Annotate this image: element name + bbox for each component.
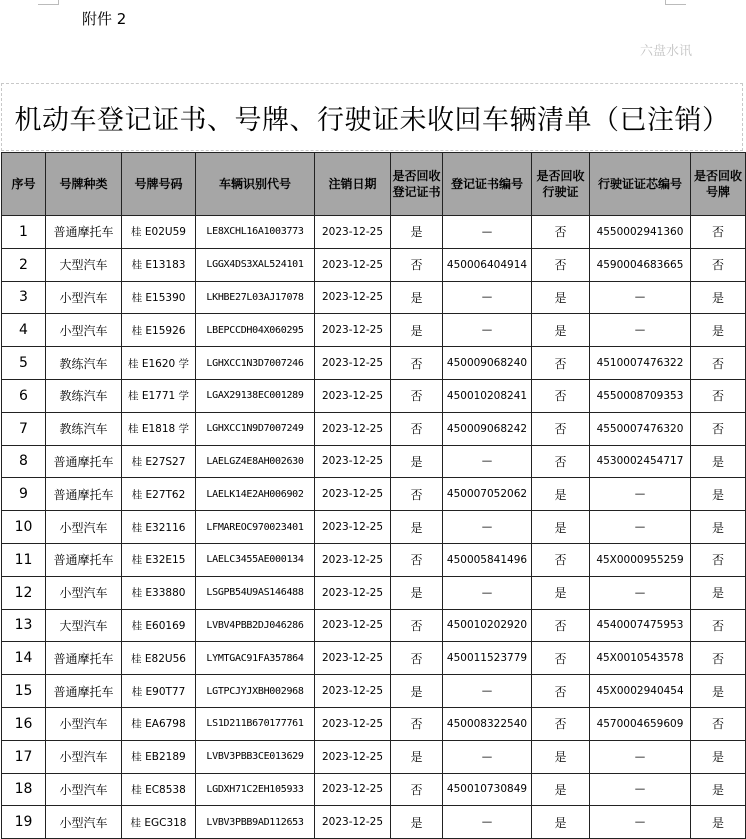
cell-plate-returned: 是 [691, 806, 746, 839]
cell-cancel-date: 2023-12-25 [315, 773, 391, 806]
cell-index: 6 [2, 379, 46, 412]
cell-plate-number: 桂 E13183 [122, 248, 196, 281]
cell-cancel-date: 2023-12-25 [315, 642, 391, 675]
cell-index: 13 [2, 609, 46, 642]
table-row [2, 609, 746, 642]
cell-license-chip-number: 4590004683665 [590, 248, 691, 281]
cell-license-returned: 是 [532, 740, 590, 773]
cell-vin: LBEPCCDH04X060295 [196, 314, 315, 347]
cell-license-returned: 否 [532, 675, 590, 708]
cell-vin: LGHXCC1N3D7007246 [196, 347, 315, 380]
cell-plate-type: 普通摩托车 [46, 445, 122, 478]
table-row [2, 445, 746, 478]
cell-plate-returned: 是 [691, 478, 746, 511]
cell-index: 19 [2, 806, 46, 839]
cell-license-returned: 否 [532, 543, 590, 576]
cell-vin: LS1D211B670177761 [196, 707, 315, 740]
cell-reg-cert-number: 450007052062 [443, 478, 532, 511]
header-col-reg-cert-number: 登记证书编号 [443, 153, 532, 216]
vehicle-list-table [1, 152, 746, 839]
cell-index: 15 [2, 675, 46, 708]
cell-cancel-date: 2023-12-25 [315, 511, 391, 544]
cell-cancel-date: 2023-12-25 [315, 740, 391, 773]
cell-plate-type: 教练汽车 [46, 379, 122, 412]
cell-license-returned: 否 [532, 642, 590, 675]
header-col-license-chip-number: 行驶证证芯编号 [590, 153, 691, 216]
cell-index: 12 [2, 576, 46, 609]
cell-license-returned: 否 [532, 379, 590, 412]
cell-license-chip-number: 4540007475953 [590, 609, 691, 642]
cell-plate-returned: 否 [691, 642, 746, 675]
cell-license-chip-number: — [590, 773, 691, 806]
cell-plate-type: 普通摩托车 [46, 642, 122, 675]
header-col-reg-cert-returned: 是否回收登记证书 [391, 153, 443, 216]
table-row [2, 314, 746, 347]
table-row [2, 347, 746, 380]
cell-license-returned: 是 [532, 478, 590, 511]
cell-license-chip-number: — [590, 576, 691, 609]
cell-cancel-date: 2023-12-25 [315, 707, 391, 740]
header-col-cancel-date: 注销日期 [315, 153, 391, 216]
cell-plate-number: 桂 EB2189 [122, 740, 196, 773]
table-row [2, 806, 746, 839]
cell-reg-cert-returned: 是 [391, 511, 443, 544]
cell-vin: LFMAREOC970023401 [196, 511, 315, 544]
table-row [2, 773, 746, 806]
cell-license-returned: 是 [532, 576, 590, 609]
cell-index: 17 [2, 740, 46, 773]
page-corner-mark-right [665, 0, 686, 5]
cell-cancel-date: 2023-12-25 [315, 216, 391, 249]
cell-plate-number: 桂 E90T77 [122, 675, 196, 708]
table-row [2, 412, 746, 445]
cell-index: 4 [2, 314, 46, 347]
title-box [1, 83, 743, 151]
cell-vin: LVBV3PBB3CE013629 [196, 740, 315, 773]
cell-plate-type: 普通摩托车 [46, 216, 122, 249]
cell-vin: LVBV3PBB9AD112653 [196, 806, 315, 839]
cell-plate-number: 桂 E1620 学 [122, 347, 196, 380]
cell-license-returned: 否 [532, 216, 590, 249]
cell-index: 16 [2, 707, 46, 740]
cell-license-chip-number: 4510007476322 [590, 347, 691, 380]
table-row [2, 642, 746, 675]
cell-license-chip-number: — [590, 511, 691, 544]
table-row [2, 281, 746, 314]
table-header-row [2, 153, 746, 216]
cell-vin: LGTPCJYJXBH002968 [196, 675, 315, 708]
cell-license-returned: 是 [532, 773, 590, 806]
cell-plate-returned: 是 [691, 675, 746, 708]
cell-plate-number: 桂 E60169 [122, 609, 196, 642]
cell-index: 18 [2, 773, 46, 806]
cell-index: 5 [2, 347, 46, 380]
cell-reg-cert-number: 450010202920 [443, 609, 532, 642]
cell-license-returned: 是 [532, 281, 590, 314]
cell-reg-cert-number: 450011523779 [443, 642, 532, 675]
cell-index: 10 [2, 511, 46, 544]
cell-plate-number: 桂 E02U59 [122, 216, 196, 249]
cell-cancel-date: 2023-12-25 [315, 379, 391, 412]
table-row [2, 543, 746, 576]
cell-vin: LGGX4DS3XAL524101 [196, 248, 315, 281]
cell-reg-cert-number: — [443, 740, 532, 773]
cell-license-chip-number: 4550007476320 [590, 412, 691, 445]
cell-plate-type: 小型汽车 [46, 511, 122, 544]
cell-index: 14 [2, 642, 46, 675]
cell-cancel-date: 2023-12-25 [315, 478, 391, 511]
cell-index: 11 [2, 543, 46, 576]
cell-index: 8 [2, 445, 46, 478]
cell-license-chip-number: 4550002941360 [590, 216, 691, 249]
cell-reg-cert-returned: 是 [391, 740, 443, 773]
cell-reg-cert-number: 450005841496 [443, 543, 532, 576]
cell-cancel-date: 2023-12-25 [315, 314, 391, 347]
cell-reg-cert-returned: 否 [391, 478, 443, 511]
cell-reg-cert-number: 450006404914 [443, 248, 532, 281]
cell-plate-number: 桂 E27S27 [122, 445, 196, 478]
cell-plate-type: 小型汽车 [46, 740, 122, 773]
cell-cancel-date: 2023-12-25 [315, 281, 391, 314]
cell-license-returned: 否 [532, 248, 590, 281]
header-col-license-returned: 是否回收行驶证 [532, 153, 590, 216]
cell-reg-cert-returned: 否 [391, 642, 443, 675]
cell-plate-number: 桂 E32116 [122, 511, 196, 544]
cell-reg-cert-returned: 是 [391, 445, 443, 478]
cell-plate-returned: 是 [691, 314, 746, 347]
cell-license-chip-number: 4570004659609 [590, 707, 691, 740]
cell-license-chip-number: — [590, 478, 691, 511]
cell-cancel-date: 2023-12-25 [315, 543, 391, 576]
header-col-vin: 车辆识别代号 [196, 153, 315, 216]
cell-reg-cert-number: 450010208241 [443, 379, 532, 412]
cell-plate-returned: 否 [691, 216, 746, 249]
cell-vin: LSGPB54U9AS146488 [196, 576, 315, 609]
cell-plate-number: 桂 E27T62 [122, 478, 196, 511]
cell-reg-cert-number: — [443, 806, 532, 839]
cell-plate-type: 普通摩托车 [46, 478, 122, 511]
cell-reg-cert-number: — [443, 445, 532, 478]
cell-plate-type: 小型汽车 [46, 281, 122, 314]
cell-reg-cert-number: 450009068240 [443, 347, 532, 380]
cell-index: 1 [2, 216, 46, 249]
cell-plate-returned: 是 [691, 511, 746, 544]
watermark: 六盘水讯 [640, 44, 693, 59]
cell-cancel-date: 2023-12-25 [315, 347, 391, 380]
cell-vin: LAELGZ4E8AH002630 [196, 445, 315, 478]
page-corner-mark-left [38, 0, 59, 5]
cell-reg-cert-returned: 是 [391, 576, 443, 609]
cell-reg-cert-returned: 是 [391, 216, 443, 249]
cell-cancel-date: 2023-12-25 [315, 609, 391, 642]
cell-reg-cert-number: — [443, 511, 532, 544]
cell-plate-returned: 否 [691, 248, 746, 281]
cell-plate-type: 教练汽车 [46, 347, 122, 380]
cell-plate-returned: 是 [691, 773, 746, 806]
cell-reg-cert-number: — [443, 281, 532, 314]
cell-plate-returned: 是 [691, 740, 746, 773]
cell-vin: LGAX29138EC001289 [196, 379, 315, 412]
table-row [2, 511, 746, 544]
cell-plate-type: 教练汽车 [46, 412, 122, 445]
table-row [2, 740, 746, 773]
cell-plate-number: 桂 EA6798 [122, 707, 196, 740]
cell-reg-cert-returned: 否 [391, 412, 443, 445]
cell-reg-cert-returned: 是 [391, 806, 443, 839]
cell-plate-type: 小型汽车 [46, 806, 122, 839]
cell-reg-cert-returned: 否 [391, 543, 443, 576]
cell-vin: LGHXCC1N9D7007249 [196, 412, 315, 445]
cell-plate-returned: 是 [691, 445, 746, 478]
cell-license-chip-number: — [590, 314, 691, 347]
cell-license-returned: 是 [532, 314, 590, 347]
cell-cancel-date: 2023-12-25 [315, 806, 391, 839]
cell-plate-type: 小型汽车 [46, 576, 122, 609]
cell-vin: LYMTGAC91FA357864 [196, 642, 315, 675]
cell-license-chip-number: — [590, 806, 691, 839]
cell-plate-returned: 否 [691, 609, 746, 642]
cell-index: 2 [2, 248, 46, 281]
cell-license-chip-number: — [590, 281, 691, 314]
cell-plate-number: 桂 EC8538 [122, 773, 196, 806]
cell-index: 9 [2, 478, 46, 511]
cell-reg-cert-number: — [443, 216, 532, 249]
cell-plate-number: 桂 E15926 [122, 314, 196, 347]
cell-reg-cert-returned: 否 [391, 347, 443, 380]
cell-license-returned: 是 [532, 511, 590, 544]
cell-plate-type: 小型汽车 [46, 707, 122, 740]
cell-reg-cert-returned: 是 [391, 675, 443, 708]
cell-license-returned: 否 [532, 707, 590, 740]
table-row [2, 248, 746, 281]
table-row [2, 216, 746, 249]
cell-license-chip-number: 45X0000955259 [590, 543, 691, 576]
cell-license-returned: 否 [532, 609, 590, 642]
cell-plate-returned: 是 [691, 576, 746, 609]
cell-reg-cert-returned: 是 [391, 314, 443, 347]
cell-plate-type: 大型汽车 [46, 609, 122, 642]
cell-plate-returned: 否 [691, 412, 746, 445]
cell-vin: LAELK14E2AH006902 [196, 478, 315, 511]
cell-plate-type: 大型汽车 [46, 248, 122, 281]
cell-index: 7 [2, 412, 46, 445]
cell-cancel-date: 2023-12-25 [315, 445, 391, 478]
cell-plate-type: 小型汽车 [46, 773, 122, 806]
cell-license-returned: 否 [532, 445, 590, 478]
cell-license-returned: 是 [532, 806, 590, 839]
cell-reg-cert-number: — [443, 314, 532, 347]
annex-label: 附件 2 [82, 10, 127, 28]
table-row [2, 675, 746, 708]
cell-license-chip-number: 4530002454717 [590, 445, 691, 478]
table-row [2, 707, 746, 740]
cell-reg-cert-number: 450010730849 [443, 773, 532, 806]
table-row [2, 576, 746, 609]
cell-reg-cert-returned: 否 [391, 609, 443, 642]
cell-vin: LGDXH71C2EH105933 [196, 773, 315, 806]
cell-plate-number: 桂 E1771 学 [122, 379, 196, 412]
cell-reg-cert-number: — [443, 675, 532, 708]
table-row [2, 379, 746, 412]
cell-license-chip-number: — [590, 740, 691, 773]
header-col-plate-returned: 是否回收号牌 [691, 153, 746, 216]
cell-vin: LVBV4PBB2DJ046286 [196, 609, 315, 642]
cell-plate-returned: 否 [691, 347, 746, 380]
header-col-plate-number: 号牌号码 [122, 153, 196, 216]
document-title: 机动车登记证书、号牌、行驶证未收回车辆清单（已注销） [14, 105, 730, 136]
header-col-index: 序号 [2, 153, 46, 216]
cell-reg-cert-number: — [443, 576, 532, 609]
cell-plate-returned: 否 [691, 379, 746, 412]
cell-plate-returned: 否 [691, 543, 746, 576]
cell-cancel-date: 2023-12-25 [315, 248, 391, 281]
cell-reg-cert-returned: 否 [391, 707, 443, 740]
cell-cancel-date: 2023-12-25 [315, 576, 391, 609]
cell-license-returned: 否 [532, 347, 590, 380]
cell-index: 3 [2, 281, 46, 314]
cell-license-chip-number: 45X0010543578 [590, 642, 691, 675]
cell-plate-number: 桂 E15390 [122, 281, 196, 314]
cell-vin: LE8XCHL16A1003773 [196, 216, 315, 249]
cell-plate-number: 桂 EGC318 [122, 806, 196, 839]
cell-plate-number: 桂 E82U56 [122, 642, 196, 675]
cell-plate-returned: 否 [691, 707, 746, 740]
cell-license-returned: 否 [532, 412, 590, 445]
cell-reg-cert-number: 450009068242 [443, 412, 532, 445]
cell-license-chip-number: 4550008709353 [590, 379, 691, 412]
cell-license-chip-number: 45X0002940454 [590, 675, 691, 708]
table-row [2, 478, 746, 511]
cell-plate-type: 普通摩托车 [46, 543, 122, 576]
header-col-plate-type: 号牌种类 [46, 153, 122, 216]
cell-reg-cert-returned: 否 [391, 379, 443, 412]
cell-plate-number: 桂 E32E15 [122, 543, 196, 576]
cell-reg-cert-returned: 否 [391, 248, 443, 281]
cell-reg-cert-number: 450008322540 [443, 707, 532, 740]
cell-plate-number: 桂 E33880 [122, 576, 196, 609]
cell-reg-cert-returned: 否 [391, 773, 443, 806]
cell-plate-type: 普通摩托车 [46, 675, 122, 708]
cell-cancel-date: 2023-12-25 [315, 675, 391, 708]
cell-vin: LAELC3455AE000134 [196, 543, 315, 576]
cell-plate-returned: 是 [691, 281, 746, 314]
cell-plate-number: 桂 E1818 学 [122, 412, 196, 445]
cell-reg-cert-returned: 是 [391, 281, 443, 314]
cell-cancel-date: 2023-12-25 [315, 412, 391, 445]
cell-vin: LKHBE27L03AJ17078 [196, 281, 315, 314]
cell-plate-type: 小型汽车 [46, 314, 122, 347]
